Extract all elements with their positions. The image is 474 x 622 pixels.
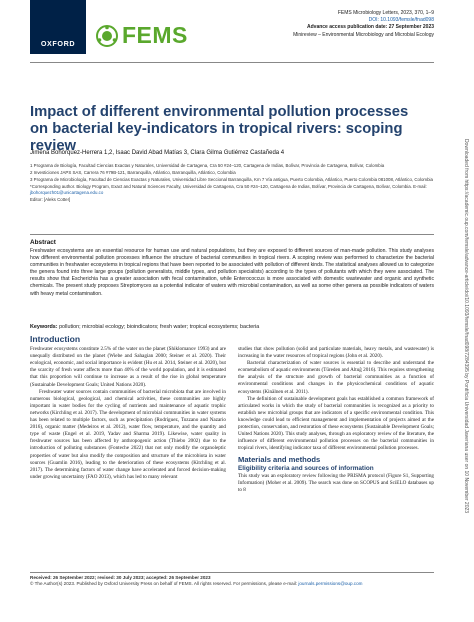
corresponding-text: *Corresponding author. Biology Program, Exact and Natural Sciences Faculty, Universidad de Cartagena, Cra 50 #24–120, Cartagena de Indias, Bolívar, Provincia de Cartagena, Bolívar, Colombia. E-mail: <box>30 184 427 189</box>
intro-paragraph-4: Bacterial characterization of water sources is essential to describe and understand the ecometabolism of aquatic environments (Türeden and Altuğ 2016). This requires strengthening the analysis of the structure and growth of bacterial communities as a function of environmental conditions and changes in the physicochemical conditions of aquatic ecosystems (Kinälnen et al. 2011). <box>238 360 434 395</box>
affiliation-1: 1 Programa de Biología, Facultad Ciencias Exactas y Naturales, Universidad de Cartagena, Cra 50 #24–120, Cartagena de Indias, Bolívar, Provincia de Cartagena, Bolívar, Colombia <box>30 163 385 168</box>
header-divider <box>30 62 434 63</box>
doi-link[interactable]: DOI: 10.1093/femsle/fnad098 <box>368 17 434 24</box>
corresponding-author <box>30 184 434 197</box>
advance-access: Advance access publication date: 27 September 2023 <box>307 24 434 31</box>
publisher-name: OXFORD <box>40 39 76 48</box>
intro-paragraph-5: The definition of sustainable development goals has established a common framework of articulated works in which the study of bacterial communities is recognized as a priority to establish new microbial groups that are indicators of a specific environmental condition. This knowledge could lead to efficient management and implementation of projects aimed at the protection, conservation, and restoration of these ecosystems (Sustainable Development Goals; United Nations 2020). This study analyses, through an exploratory review of the literature, the influence of different environmental pollution processes on the bacterial communities in tropical rivers, identifying indicator taxa of different environmental pollution processes. <box>238 395 434 452</box>
body-column-left <box>30 336 226 481</box>
oxford-logo[interactable] <box>30 0 86 54</box>
methods-subheading: Eligibility criteria and sources of information <box>238 464 374 472</box>
brand-name: FEMS <box>122 22 188 48</box>
editor-line: Editor: [Aleks Cotter] <box>30 197 71 203</box>
author-list: Jimena Bohórquez-Herrera 1,2, Isaac David Abad Matías 3, Clara Gilma Gutiérrez Castañeda 4 <box>30 150 285 156</box>
copyright-line <box>30 581 434 587</box>
abstract-divider <box>30 234 434 235</box>
intro-paragraph-3: studies that show pollution (solid and particulate materials, heavy metals, and wastewater) is increasing in the water resources of tropical regions (John et al. 2020). <box>238 346 434 360</box>
abstract-text: Freshwater ecosystems are an essential resource for human use and natural populations, but they are exposed to different sources of man-made pollution. This study analyses how different environmental pollution processes influence the structure of bacterial communities in tropical rivers. A scoping review was performed to characterize the bacterial communities in freshwater ecosystems in tropical regions that have been reported to be associated with pollution of different kinds. The statistical analyses allowed us to categorize the genera found into three large groups (pollution generalists, middle types, and pollution specialists) according to the types of pollutants with which they were associated. The results show that Escherichia has a greater association with fecal contamination, while Enterococcus is more associated with domestic wastewater and organic and synthetic chemicals. The present study proposes Streptomyces as a potential indicator of waters with microbial contamination, as well as some other genera as possible indicators of waters with heavy metal contamination. <box>30 248 434 297</box>
affiliations <box>30 163 434 204</box>
methods-heading: Materials and methods <box>238 455 321 465</box>
methods-paragraph-1: This study was an exploratory review following the PRISMA protocol (Figure S1, Supporting Information) (Moher et al. 2009). The search was done on SCOPUS and SciELO databases up to 8 <box>238 472 434 493</box>
journal-line: FEMS Microbiology Letters, 2023, 370, 1–9 <box>337 10 434 16</box>
keywords-label: Keywords: <box>30 324 58 330</box>
intro-paragraph-2: Freshwater water sources contain communities of bacterial microbiota that are involved in numerous biological, geological, and chemical activities, these communities are highly important in water bodies for the cycling of nutrients and maintenance of aquatic trophic networks (Kirchling et al. 2017). The development of microbial communities in water systems has been related to multiple factors, such as precipitation (Rodríguez, Tozzano and Nazario 2016), organic matter (Medeiros et al. 2012), water flow, temperature, and the quantity and type of waste (Engel et al. 2019, Yadav and Sharma 2019). Likewise, water quality in freshwater sources has been affected by anthropogenic action (Thiebo 2002) due to the introduction of polluting substances (Fonteche 2022) that not only modify the organoleptic properties of water but also modify the composition and structure of the microbiota in water sources (Guamlin 2016), leading to the deterioration of these ecosystems (Kitchling et al. 2017). The determining factors of water change have accelerated and forced decision-making under growing uncertainty (FAO 2013), which has led to many relevant <box>30 388 226 480</box>
download-note: Downloaded from https://academic.oup.com/femsle/advance-article/doi/10.1093/femsle/fnad098/7284395 by Pontificia Universidad Javeriana user on 10 November 2023 <box>463 138 469 514</box>
article-title: Impact of different environmental pollution processes on bacterial key-indicators in tropical rivers: scoping review <box>30 104 409 154</box>
footer-divider <box>30 572 434 573</box>
received-dates: Received: 26 September 2022; revised: 30 July 2023; accepted: 26 September 2023 <box>30 575 211 580</box>
permissions-email-link[interactable]: journals.permissions@oup.com <box>298 581 363 587</box>
copyright-text: © The Author(s) 2023. Published by Oxford University Press on behalf of FEMS. All rights reserved. For permissions, please e-mail: <box>30 581 298 587</box>
footer-notes <box>30 575 434 587</box>
journal-meta <box>293 10 434 39</box>
download-watermark <box>462 66 470 586</box>
abstract-heading: Abstract <box>30 239 56 246</box>
affiliation-2: 2 Investiciones JAPS SAS, Carrera 76 #79B-121, Barranquilla, Atlántico, Barranquilla, Atlántico, Colombia <box>30 170 236 175</box>
body-column-right <box>238 346 434 494</box>
fems-mark-icon <box>96 25 118 47</box>
author-email-link[interactable]: jbohorquezh01@unicartagena.edu.co <box>30 190 104 196</box>
affiliation-3: 3 Programa de Microbiología, Facultad de Ciencias Exactas y Naturales, Universidad Libre Seccional Barranquilla, Km 7 Vía antigua, Puerto Colombia, Atlántico, Puerto Colombia 081008, Atlántico, Colombia <box>30 177 433 182</box>
article-type: Minireview – Environmental Microbiology and Microbial Ecology <box>293 31 434 38</box>
fems-logo[interactable] <box>96 22 188 49</box>
keywords-line <box>30 324 434 330</box>
introduction-heading: Introduction <box>30 334 81 344</box>
intro-paragraph-1: Freshwater ecosystems constitute 2.5% of the water on the planet (Shiklomanov 1993) and are unequally distributed on the planet (Wiebe and Sahagian 2000; Steiner et al. 2020). Their ecological, economic, and social importance is evident (Hu et al. 2014, Steiner et al. 2020), but the scarcity of fresh water affects more than 40% of the world population, and it is estimated that this proportion will continue to increase as a result of the rise in global temperature (Sustainable Development Goals; United Nations 2020). <box>30 346 226 388</box>
keywords-list: pollution; microbial ecology; bioindicators; fresh water; tropical ecosystems; bacteria <box>59 324 260 330</box>
